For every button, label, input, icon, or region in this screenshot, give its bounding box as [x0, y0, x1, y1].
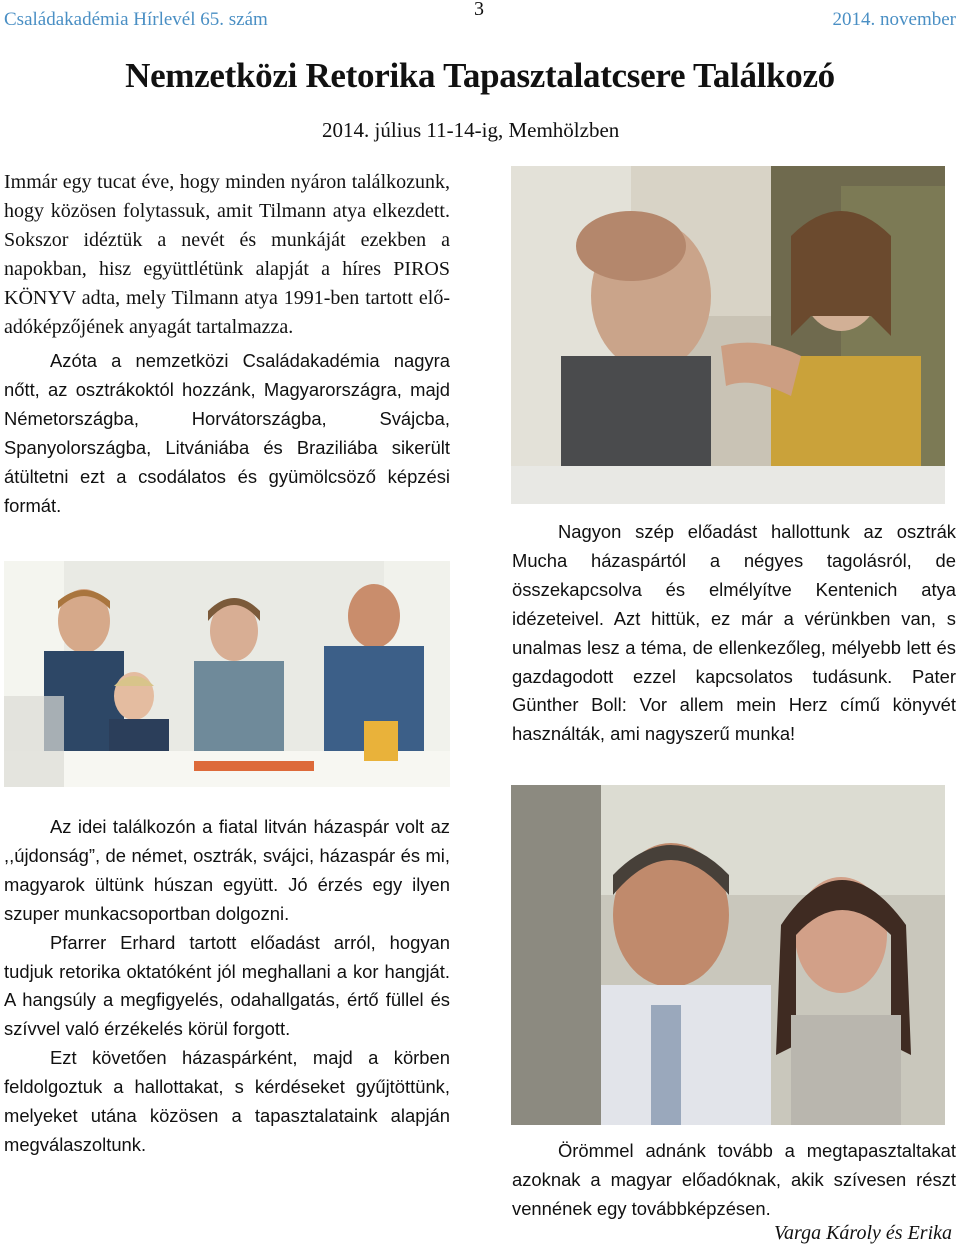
lecture-paragraph: Nagyon szép előadást hallottunk az osztrák Mucha házaspártól a négyes tagolásról, de összekapcsolva és elmélyítve Kentenich atya idézeteivel. Azt hittük, ez már a vérünkben van, s unalmas lesz a téma, de ellenkezőleg, mélyebb lett és gazdagodott ezzel kapcsolatos tudásunk. Pater Günther Boll: Vor allem mein Herz című könyvét használták, ami nagyszerű munka!	[512, 521, 956, 745]
left-column-top	[4, 168, 450, 521]
photo-couple-image	[511, 785, 945, 1125]
processing-paragraph: Ezt követően házaspárként, majd a körben feldolgoztuk a hallottakat, s kérdéseket gyűjtöttünk, melyeket utána közösen a tapasztalataink alapján megválaszoltunk.	[4, 1047, 450, 1155]
article-title: Nemzetközi Retorika Tapasztalatcsere Találkozó	[125, 56, 835, 95]
right-column-bottom	[512, 1137, 956, 1224]
photo-couple	[511, 785, 945, 1125]
page-number: 3	[474, 0, 484, 20]
lithuanian-couple-paragraph: Az idei találkozón a fiatal litván házaspár volt az ,,újdonság”, de német, osztrák, svájci, házaspár és mi, magyarok ültünk húszan együtt. Jó érzés egy ilyen szuper munkacsoportban dolgozni.	[4, 816, 450, 924]
photo-discussion-image	[511, 166, 945, 504]
left-column-bottom	[4, 813, 450, 1160]
closing-paragraph: Örömmel adnánk tovább a megtapasztaltakat azoknak a magyar előadóknak, akik szívesen részt vennének egy továbbképzésen.	[512, 1140, 956, 1219]
newsletter-name: Családakadémia Hírlevél 65. szám	[4, 9, 268, 30]
photo-discussion	[511, 166, 945, 504]
growth-paragraph: Azóta a nemzetközi Családakadémia nagyra nőtt, az osztrákoktól hozzánk, Magyarországra, majd Németországba, Horvátországba, Svájcba, Spanyolországba, Litvániába és Braziliába sikerült átültetni ezt a csodálatos és gyümölcsöző képzési formát.	[4, 350, 450, 516]
author-signature: Varga Károly és Erika	[774, 1222, 952, 1244]
erhard-paragraph: Pfarrer Erhard tartott előadást arról, hogyan tudjuk retorika oktatóként jól meghallani a kor hangját. A hangsúly a megfigyelés, odahallgatás, értő füllel és szívvel való érzékelés körül forgott.	[4, 931, 450, 1040]
issue-date: 2014. november	[832, 9, 956, 30]
right-column-middle	[512, 518, 956, 749]
article-subtitle: 2014. július 11-14-ig, Memhölzben	[322, 118, 620, 142]
photo-family-table	[4, 561, 450, 787]
photo-family-image	[4, 561, 450, 787]
intro-paragraph: Immár egy tucat éve, hogy minden nyáron találkozunk, hogy közösen folytassuk, amit Tilmann atya elkezdett. Sokszor idéztük a nevét és munkáját ezekben a napokban, hisz együttlétünk alapját a híres PIROS KÖNYV adta, mely Tilmann atya 1991-ben tartott előadóképzőjének anyagát tartalmazza.	[4, 171, 450, 338]
